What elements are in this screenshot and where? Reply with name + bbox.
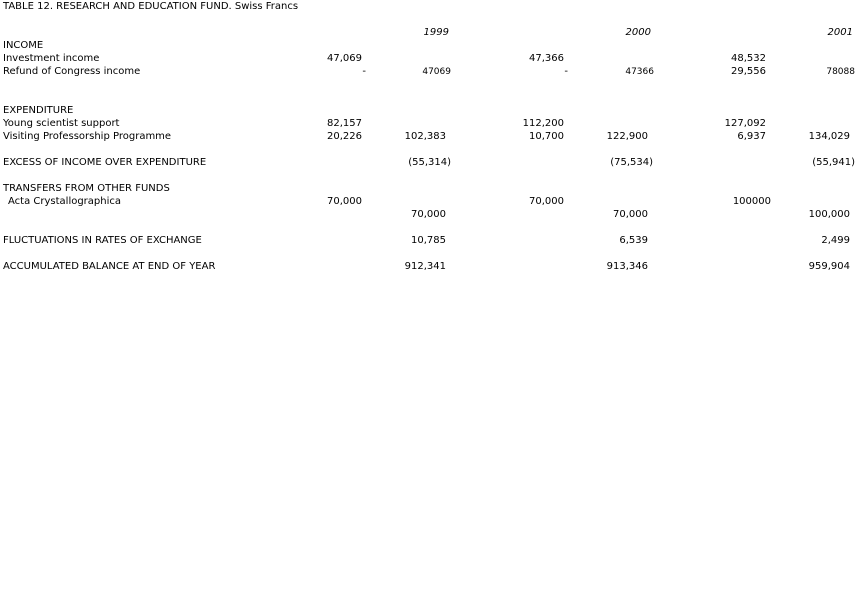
- year-header-1999: 1999: [423, 27, 449, 38]
- transfers-total-row: [0, 209, 858, 222]
- income-heading-row: [0, 40, 858, 53]
- young-scientist-1999: 82,157: [327, 118, 362, 129]
- expenditure-heading-row: [0, 105, 858, 118]
- visiting-professorship-1999: 20,226: [327, 131, 362, 142]
- young-scientist-2000: 112,200: [522, 118, 564, 129]
- balance-row: [0, 261, 858, 274]
- year-header-2001: 2001: [827, 27, 853, 38]
- acta-row: [0, 196, 858, 209]
- investment-income-row: [0, 53, 858, 66]
- refund-congress-2000: -: [564, 66, 568, 77]
- acta-2001: 100000: [732, 196, 771, 207]
- transfers-total-2001: 100,000: [808, 209, 850, 220]
- acta-label: Acta Crystallographica: [8, 196, 122, 207]
- acta-2000: 70,000: [529, 196, 564, 207]
- expenditure-total-1999: 102,383: [404, 131, 446, 142]
- fluctuations-1999: 10,785: [411, 235, 446, 246]
- excess-1999: (55,314): [408, 157, 451, 168]
- investment-income-label: Investment income: [3, 53, 100, 64]
- investment-income-1999: 47,069: [327, 53, 362, 64]
- excess-2001: (55,941): [812, 157, 855, 168]
- expenditure-total-2001: 134,029: [808, 131, 850, 142]
- excess-label: EXCESS OF INCOME OVER EXPENDITURE: [3, 157, 207, 168]
- income-total-1999: 47069: [422, 67, 451, 77]
- visiting-professorship-2001: 6,937: [737, 131, 766, 142]
- refund-congress-row: [0, 66, 858, 79]
- young-scientist-row: [0, 118, 858, 131]
- visiting-professorship-2000: 10,700: [529, 131, 564, 142]
- fluctuations-2000: 6,539: [619, 235, 648, 246]
- year-header-2000: 2000: [625, 27, 651, 38]
- refund-congress-2001: 29,556: [731, 66, 766, 77]
- visiting-professorship-label: Visiting Professorship Programme: [3, 131, 172, 142]
- young-scientist-2001: 127,092: [724, 118, 766, 129]
- table-title: TABLE 12. RESEARCH AND EDUCATION FUND. Swiss Francs: [3, 1, 299, 12]
- fluctuations-row: [0, 235, 858, 248]
- balance-2000: 913,346: [606, 261, 648, 272]
- investment-income-2001: 48,532: [731, 53, 766, 64]
- income-total-2001: 78088: [826, 67, 855, 77]
- expenditure-heading: EXPENDITURE: [3, 105, 74, 116]
- expenditure-total-2000: 122,900: [606, 131, 648, 142]
- balance-label: ACCUMULATED BALANCE AT END OF YEAR: [3, 261, 216, 272]
- income-total-2000: 47366: [625, 67, 654, 77]
- visiting-professorship-row: [0, 131, 858, 144]
- transfers-heading-row: [0, 183, 858, 196]
- refund-congress-1999: -: [362, 66, 366, 77]
- refund-congress-label: Refund of Congress income: [3, 66, 141, 77]
- balance-2001: 959,904: [808, 261, 850, 272]
- fluctuations-2001: 2,499: [821, 235, 850, 246]
- balance-1999: 912,341: [404, 261, 446, 272]
- excess-row: [0, 157, 858, 170]
- investment-income-2000: 47,366: [529, 53, 564, 64]
- transfers-total-2000: 70,000: [613, 209, 648, 220]
- transfers-total-1999: 70,000: [411, 209, 446, 220]
- income-heading: INCOME: [3, 40, 44, 51]
- excess-2000: (75,534): [610, 157, 653, 168]
- transfers-heading: TRANSFERS FROM OTHER FUNDS: [3, 183, 170, 194]
- acta-1999: 70,000: [327, 196, 362, 207]
- fluctuations-label: FLUCTUATIONS IN RATES OF EXCHANGE: [3, 235, 202, 246]
- young-scientist-label: Young scientist support: [3, 118, 120, 129]
